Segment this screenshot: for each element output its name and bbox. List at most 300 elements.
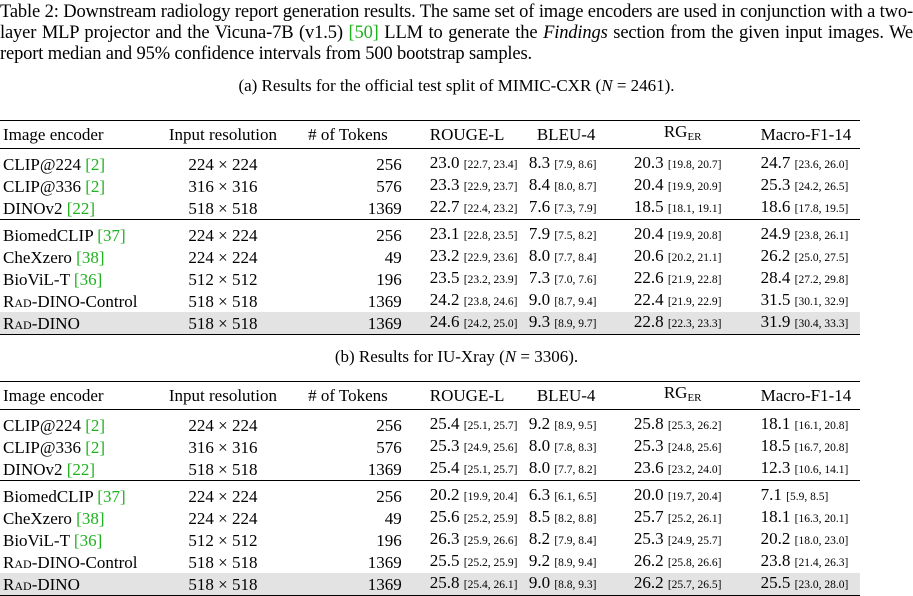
rg-confidence-interval: [21.9, 22.9] [667,296,722,308]
rouge-cell [430,312,529,335]
subcaption-b-post: = 3306). [516,347,579,366]
header-macro-f1: Macro-F1-14 [761,382,860,410]
rouge-cell [430,246,529,268]
header-rg-sub: ER [687,131,702,143]
rg-cell [634,573,761,596]
bleu-cell [529,410,634,437]
f1-confidence-interval: [23.8, 26.1] [794,230,849,242]
header-rg-er [634,382,761,410]
table-row [0,410,860,437]
tokens-cell: 196 [376,530,402,550]
subcaption-b-pre: (b) Results for IU-Xray ( [334,347,505,366]
caption-text-b: LLM to generate the [378,23,544,43]
rg-confidence-interval: [25.7, 26.5] [667,579,722,591]
header-rg-er [634,121,761,149]
table-row [0,529,860,551]
rg-cell [634,312,761,335]
rouge-confidence-interval: [23.8, 24.6] [463,296,518,308]
rg-cell [634,149,761,176]
bleu-value: 6.3 [528,485,551,504]
rg-confidence-interval: [18.1, 19.1] [667,203,722,215]
bleu-value: 9.0 [528,290,551,309]
rouge-value: 23.0 [429,153,460,172]
encoder-name: DINOv2 [3,198,67,218]
f1-value: 31.9 [760,312,791,331]
encoder-name: Rad-DINO [3,313,80,333]
rg-confidence-interval: [21.9, 22.8] [667,274,722,286]
f1-confidence-interval: [16.7, 20.8] [794,442,849,454]
rouge-confidence-interval: [25.1, 25.7] [463,464,518,476]
bleu-cell [529,507,634,529]
table-row [0,312,860,335]
citation-link[interactable]: [22] [66,459,96,479]
table-row [0,458,860,481]
rouge-cell [430,149,529,176]
f1-confidence-interval: [17.8, 19.5] [794,203,849,215]
bleu-value: 8.0 [528,246,551,265]
rg-value: 25.3 [633,436,664,455]
caption-label: Table 2: [0,2,59,22]
f1-value: 28.4 [760,268,791,287]
f1-confidence-interval: [30.1, 32.9] [794,296,849,308]
encoder-cell [0,436,152,458]
header-bleu-4: BLEU-4 [529,121,634,149]
bleu-confidence-interval: [8.2, 8.8] [554,513,597,525]
resolution-cell: 518 × 518 [152,573,294,596]
bleu-cell [529,268,634,290]
f1-confidence-interval: [23.0, 28.0] [794,579,849,591]
rouge-value: 23.1 [429,224,460,243]
header-input-resolution: Input resolution [152,382,294,410]
encoder-cell [0,175,152,197]
f1-value: 18.6 [760,197,791,216]
rg-confidence-interval: [24.8, 25.6] [667,442,722,454]
f1-confidence-interval: [30.4, 33.3] [794,318,849,330]
f1-value: 7.1 [760,485,782,504]
f1-cell [761,458,860,481]
rouge-value: 23.3 [429,175,460,194]
bleu-value: 8.5 [528,507,551,526]
bleu-cell [529,197,634,220]
f1-value: 23.8 [760,551,791,570]
f1-cell [761,220,860,247]
encoder-cell [0,507,152,529]
bleu-confidence-interval: [7.3, 7.9] [554,203,597,215]
f1-confidence-interval: [5.9, 8.5] [786,491,829,503]
header-num-tokens: # of Tokens [294,121,430,149]
f1-value: 25.5 [760,573,791,592]
f1-cell [761,197,860,220]
table-row [0,290,860,312]
resolution-cell: 518 × 518 [188,552,258,572]
rg-confidence-interval: [23.2, 24.0] [667,464,722,476]
f1-cell [761,246,860,268]
bleu-value: 8.2 [528,529,551,548]
rouge-cell [430,529,529,551]
rg-value: 26.2 [633,573,664,592]
encoder-cell [0,573,152,596]
rouge-value: 24.2 [429,290,460,309]
rg-confidence-interval: [19.7, 20.4] [667,491,722,503]
f1-cell [761,436,860,458]
f1-value: 20.2 [760,529,791,548]
header-input-resolution: Input resolution [152,121,294,149]
f1-cell [761,312,860,335]
rg-value: 23.6 [633,458,664,477]
citation-link[interactable]: [36] [73,269,103,289]
resolution-cell: 224 × 224 [152,220,294,247]
encoder-name: BiomedCLIP [3,486,98,506]
table-row [0,268,860,290]
f1-cell [761,507,860,529]
caption-text-a: Downstream radiology report generation results. The same set of image encoders are used in conjunction with a two-layer MLP projector and the Vicuna-7B (v1.5) [0,2,913,43]
rg-confidence-interval: [19.8, 20.7] [667,159,722,171]
bleu-value: 9.2 [528,414,551,433]
header-row [0,382,860,410]
table-row [0,436,860,458]
resolution-cell: 224 × 224 [152,149,294,176]
rg-confidence-interval: [20.2, 21.1] [667,252,722,264]
header-bleu-4: BLEU-4 [529,382,634,410]
encoder-name: BioViL-T [3,530,74,550]
rg-confidence-interval: [19.9, 20.9] [667,181,722,193]
subcaption-a-var: N [601,76,613,95]
rouge-confidence-interval: [24.2, 25.0] [463,318,518,330]
rg-value: 25.7 [633,507,664,526]
caption-emphasis: Findings [543,23,608,43]
encoder-cell [0,197,152,220]
resolution-cell: 512 × 512 [188,530,258,550]
citation-link[interactable]: [2] [85,154,106,174]
rouge-value: 25.4 [429,414,460,433]
header-row [0,121,860,149]
encoder-cell [0,312,152,335]
bleu-value: 8.0 [528,436,551,455]
bleu-confidence-interval: [7.0, 7.6] [554,274,597,286]
f1-confidence-interval: [23.6, 26.0] [794,159,849,171]
results-table-mimic [0,120,860,335]
table-row [0,246,860,268]
resolution-cell: 518 × 518 [188,459,258,479]
header-rg-main: RG [663,122,688,141]
rouge-value: 23.5 [429,268,460,287]
tokens-cell: 256 [294,481,430,508]
subcaption-a-post: = 2461). [612,76,675,95]
f1-value: 18.5 [760,436,791,455]
rouge-value: 24.6 [429,312,460,331]
rouge-cell [430,436,529,458]
resolution-cell: 512 × 512 [188,269,258,289]
bleu-confidence-interval: [8.8, 9.3] [554,579,597,591]
tokens-cell: 256 [294,410,430,437]
citation-link[interactable]: [38] [76,247,105,267]
table-row [0,175,860,197]
table-row [0,149,860,176]
rouge-value: 25.5 [429,551,460,570]
rg-value: 18.5 [633,197,664,216]
encoder-cell [0,290,152,312]
encoder-name: CLIP@224 [3,154,86,174]
rg-cell [634,268,761,290]
rg-value: 22.8 [633,312,664,331]
resolution-cell: 518 × 518 [152,312,294,335]
encoder-cell [0,458,152,481]
f1-confidence-interval: [24.2, 26.5] [794,181,849,193]
rouge-confidence-interval: [19.9, 20.4] [463,491,518,503]
resolution-cell: 224 × 224 [152,410,294,437]
encoder-name: CLIP@224 [3,415,86,435]
rouge-value: 22.7 [429,197,460,216]
citation-link[interactable]: [22] [66,198,96,218]
f1-confidence-interval: [18.0, 23.0] [794,535,849,547]
bleu-value: 7.9 [528,224,551,243]
bleu-confidence-interval: [6.1, 6.5] [554,491,597,503]
tokens-cell: 256 [294,220,430,247]
bleu-confidence-interval: [8.7, 9.4] [554,296,597,308]
f1-value: 26.2 [760,246,791,265]
bleu-confidence-interval: [7.7, 8.2] [554,464,597,476]
bleu-confidence-interval: [7.9, 8.4] [554,535,597,547]
bleu-confidence-interval: [8.9, 9.7] [554,318,597,330]
f1-confidence-interval: [21.4, 26.3] [794,557,849,569]
rg-confidence-interval: [22.3, 23.3] [667,318,722,330]
bleu-cell [529,220,634,247]
encoder-cell [0,246,152,268]
f1-value: 18.1 [760,414,791,433]
rg-cell [634,197,761,220]
f1-cell [761,551,860,573]
bleu-value: 7.6 [528,197,551,216]
resolution-cell: 518 × 518 [188,198,258,218]
rg-value: 20.4 [633,224,664,243]
rouge-cell [430,197,529,220]
table-row [0,481,860,508]
f1-cell [761,290,860,312]
rg-value: 22.6 [633,268,664,287]
header-num-tokens: # of Tokens [294,382,430,410]
f1-confidence-interval: [25.0, 27.5] [794,252,849,264]
subcaption-b [0,347,913,367]
resolution-cell: 518 × 518 [188,291,258,311]
rouge-confidence-interval: [23.2, 23.9] [463,274,518,286]
bleu-confidence-interval: [7.5, 8.2] [554,230,597,242]
bleu-cell [529,436,634,458]
tokens-cell: 576 [376,437,402,457]
rg-value: 26.2 [633,551,664,570]
tokens-cell: 1369 [367,459,402,479]
bleu-cell [529,290,634,312]
f1-confidence-interval: [16.1, 20.8] [794,420,849,432]
tokens-cell: 49 [384,508,402,528]
citation-link[interactable]: [2] [85,415,106,435]
f1-confidence-interval: [27.2, 29.8] [794,274,849,286]
bleu-confidence-interval: [7.7, 8.4] [554,252,597,264]
rouge-cell [430,268,529,290]
citation-link[interactable]: [37] [97,225,126,245]
tokens-cell: 1369 [294,573,430,596]
bleu-cell [529,481,634,508]
bleu-cell [529,551,634,573]
bleu-confidence-interval: [8.9, 9.4] [554,557,597,569]
bleu-value: 8.4 [528,175,551,194]
rouge-confidence-interval: [25.1, 25.7] [463,420,518,432]
encoder-cell [0,410,152,437]
f1-cell [761,529,860,551]
bleu-value: 9.3 [528,312,551,331]
rg-cell [634,551,761,573]
rg-cell [634,175,761,197]
encoder-name: BioViL-T [3,269,74,289]
rg-cell [634,246,761,268]
resolution-cell: 224 × 224 [152,481,294,508]
table-row [0,220,860,247]
rouge-confidence-interval: [22.4, 23.2] [463,203,518,215]
bleu-value: 9.0 [528,573,551,592]
encoder-cell [0,551,152,573]
rouge-cell [430,290,529,312]
rg-confidence-interval: [19.9, 20.8] [667,230,722,242]
tokens-cell: 49 [384,247,402,267]
tokens-cell: 1369 [294,312,430,335]
bleu-value: 8.0 [528,458,551,477]
encoder-cell [0,149,152,176]
results-table-iuxray [0,381,860,596]
encoder-name: BiomedCLIP [3,225,98,245]
rouge-confidence-interval: [24.9, 25.6] [463,442,518,454]
rouge-confidence-interval: [25.2, 25.9] [463,513,518,525]
caption-text-c: section from the given input images. We report median and 95% confidence intervals from 500 bootstrap samples. [0,23,913,64]
rg-confidence-interval: [24.9, 25.7] [667,535,722,547]
table-caption [0,2,913,65]
encoder-name: Rad-DINO-Control [3,291,138,311]
bleu-cell [529,149,634,176]
bleu-confidence-interval: [8.9, 9.5] [554,420,597,432]
citation-link[interactable]: [2] [85,176,106,196]
rg-cell [634,481,761,508]
header-rg-sub: ER [687,392,702,404]
bleu-cell [529,458,634,481]
rouge-confidence-interval: [25.4, 26.1] [463,579,518,591]
rouge-cell [430,410,529,437]
rg-value: 20.0 [633,485,664,504]
rg-value: 20.3 [633,153,664,172]
citation-link[interactable]: [50] [348,23,379,43]
resolution-cell: 224 × 224 [188,508,258,528]
rg-value: 22.4 [633,290,664,309]
header-macro-f1: Macro-F1-14 [761,121,860,149]
f1-value: 18.1 [760,507,791,526]
rouge-value: 23.2 [429,246,460,265]
tokens-cell: 256 [294,149,430,176]
subcaption-a-pre: (a) Results for the official test split of MIMIC-CXR ( [238,76,602,95]
citation-link[interactable]: [37] [97,486,126,506]
rg-cell [634,410,761,437]
encoder-cell [0,529,152,551]
header-image-encoder: Image encoder [0,382,152,410]
rg-confidence-interval: [25.8, 26.6] [667,557,722,569]
resolution-cell: 316 × 316 [188,176,258,196]
citation-link[interactable]: [38] [76,508,105,528]
f1-confidence-interval: [10.6, 14.1] [794,464,849,476]
encoder-name: DINOv2 [3,459,67,479]
table-row [0,507,860,529]
rg-confidence-interval: [25.2, 26.1] [667,513,722,525]
f1-value: 24.9 [760,224,791,243]
rg-cell [634,220,761,247]
rouge-value: 25.4 [429,458,460,477]
rg-cell [634,507,761,529]
bleu-value: 8.3 [528,153,551,172]
rouge-cell [430,573,529,596]
rouge-confidence-interval: [22.9, 23.6] [463,252,518,264]
bleu-cell [529,529,634,551]
citation-link[interactable]: [36] [73,530,103,550]
rouge-value: 25.8 [429,573,460,592]
rg-confidence-interval: [25.3, 26.2] [667,420,722,432]
f1-cell [761,481,860,508]
encoder-cell [0,481,152,508]
rg-value: 25.3 [633,529,664,548]
rg-cell [634,290,761,312]
tokens-cell: 1369 [367,198,402,218]
table-row [0,197,860,220]
bleu-cell [529,246,634,268]
bleu-value: 9.2 [528,551,551,570]
table-row [0,551,860,573]
rg-cell [634,458,761,481]
encoder-cell [0,268,152,290]
table-row [0,573,860,596]
bleu-cell [529,175,634,197]
f1-confidence-interval: [16.3, 20.1] [794,513,849,525]
tokens-cell: 1369 [367,552,402,572]
bleu-cell [529,312,634,335]
rouge-confidence-interval: [25.9, 26.6] [463,535,518,547]
rouge-cell [430,220,529,247]
header-image-encoder: Image encoder [0,121,152,149]
f1-cell [761,149,860,176]
rouge-confidence-interval: [22.7, 23.4] [463,159,518,171]
f1-value: 12.3 [760,458,791,477]
resolution-cell: 224 × 224 [188,247,258,267]
encoder-name: Rad-DINO [3,574,80,594]
bleu-value: 7.3 [528,268,551,287]
header-rouge-l: ROUGE-L [430,121,529,149]
f1-cell [761,268,860,290]
rouge-confidence-interval: [22.8, 23.5] [463,230,518,242]
rouge-cell [430,458,529,481]
encoder-name: CheXzero [3,247,77,267]
encoder-name: CLIP@336 [3,176,86,196]
rouge-cell [430,507,529,529]
f1-value: 31.5 [760,290,791,309]
rg-cell [634,529,761,551]
rg-value: 20.6 [633,246,664,265]
encoder-name: CLIP@336 [3,437,86,457]
rouge-confidence-interval: [22.9, 23.7] [463,181,518,193]
rouge-cell [430,175,529,197]
encoder-name: CheXzero [3,508,77,528]
tokens-cell: 576 [376,176,402,196]
rouge-confidence-interval: [25.2, 25.9] [463,557,518,569]
encoder-name: Rad-DINO-Control [3,552,138,572]
encoder-cell [0,220,152,247]
citation-link[interactable]: [2] [85,437,106,457]
header-rg-main: RG [663,383,688,402]
rg-value: 20.4 [633,175,664,194]
bleu-confidence-interval: [8.0, 8.7] [554,181,597,193]
rouge-value: 25.6 [429,507,460,526]
